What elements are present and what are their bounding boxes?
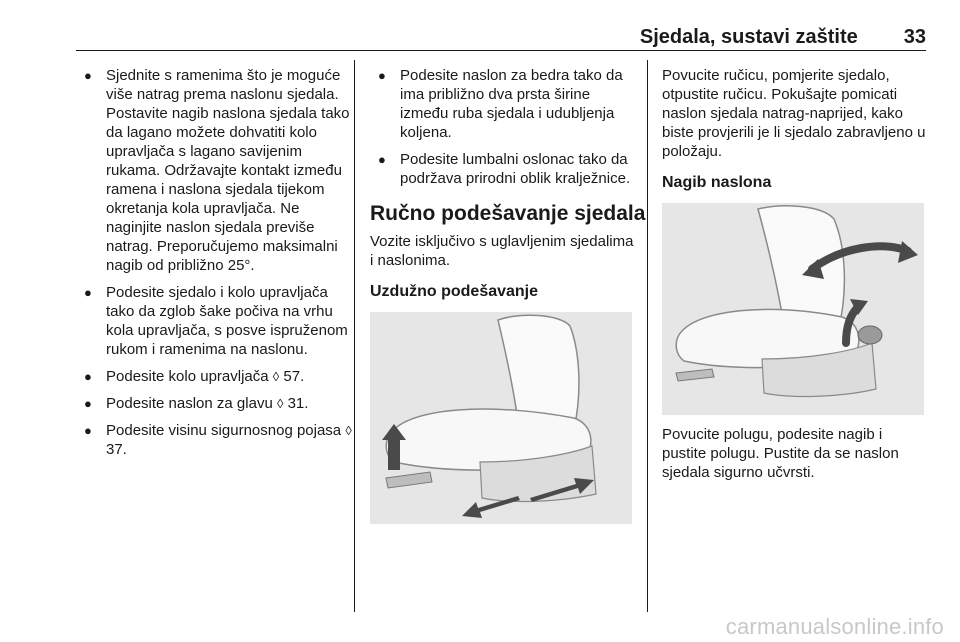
section-heading: Ručno podešavanje sjedala — [370, 202, 646, 225]
page-reference-link[interactable]: 57. — [283, 368, 305, 385]
reference-arrow-icon: ◊ — [272, 369, 280, 384]
bullet-icon: ● — [84, 369, 92, 384]
longitudinal-adjustment-heading: Uzdužno podešavanje — [370, 283, 539, 300]
intro-paragraph: Vozite isključivo s uglavljenim sjedalima i naslonima. — [370, 233, 634, 269]
list-item-text: Sjednite s ramenima što je moguće više natrag prema naslonu sjedala. Postavite nagib naslona sjedala tako da lagano možete dohvatiti kolo upravljača s lagano savijenim rukama. Održavajte kontakt između ramena i naslona sjedala tijekom okretanja kola upravljača. Ne naginjite naslon sjedala previše natrag. Preporučujemo maksimalni nagib od približno 25°. — [106, 67, 350, 274]
column-divider-2 — [647, 60, 648, 612]
page-number: 33 — [903, 26, 926, 48]
reference-arrow-icon: ◊ — [276, 396, 284, 411]
section-title: Sjedala, sustavi zaštite — [639, 26, 858, 48]
list-item — [76, 421, 352, 459]
bullet-icon: ● — [84, 396, 92, 411]
seat-backrest-figure — [662, 203, 924, 415]
backrest-tilt-heading: Nagib naslona — [662, 174, 772, 191]
list-item-text: Podesite visinu sigurnosnog pojasa — [106, 422, 342, 439]
header-divider — [76, 50, 926, 51]
recommendation-list — [76, 66, 352, 459]
page-reference-link[interactable]: 37. — [106, 441, 127, 458]
page-reference-link[interactable]: 31. — [287, 395, 309, 412]
watermark: carmanualsonline.info — [725, 614, 944, 639]
bullet-icon: ● — [378, 68, 386, 83]
list-item — [76, 394, 352, 413]
bullet-icon: ● — [84, 68, 92, 83]
list-item-text: Podesite sjedalo i kolo upravljača tako da zglob šake počiva na vrhu kola upravljača, s posve ispruženom rukom i ramenima na naslonu. — [106, 284, 348, 358]
column-1 — [76, 66, 352, 467]
list-item — [76, 367, 352, 386]
list-item-text: Podesite naslon za glavu — [106, 395, 273, 412]
bullet-icon: ● — [84, 423, 92, 438]
list-item — [370, 66, 640, 142]
tilt-lever-knob — [858, 326, 882, 344]
adjustment-list — [370, 66, 640, 188]
instruction-paragraph: Povucite ručicu, pomjerite sjedalo, otpustite ručicu. Pokušajte pomicati naslon sjedala natrag-naprijed, kako biste provjerili je li sjedalo zabravljeno u položaju. — [662, 67, 926, 160]
instruction-paragraph: Povucite polugu, podesite nagib i pustite polugu. Pustite da se naslon sjedala sigurno učvrsti. — [662, 426, 899, 481]
list-item-text: Podesite kolo upravljača — [106, 368, 269, 385]
list-item-text: Podesite naslon za bedra tako da ima približno dva prsta širine između ruba sjedala i udubljenja koljena. — [400, 67, 623, 141]
column-2 — [370, 66, 646, 524]
bullet-icon: ● — [84, 285, 92, 300]
list-item — [76, 283, 352, 359]
page-header — [76, 26, 926, 50]
bullet-icon: ● — [378, 152, 386, 167]
list-item — [76, 66, 352, 275]
list-item-text: Podesite lumbalni oslonac tako da podržava prirodni oblik kralježnice. — [400, 151, 631, 187]
column-divider-1 — [354, 60, 355, 612]
column-3 — [662, 66, 930, 482]
reference-arrow-icon: ◊ — [345, 423, 352, 438]
seat-longitudinal-figure — [370, 312, 632, 524]
list-item — [370, 150, 640, 188]
